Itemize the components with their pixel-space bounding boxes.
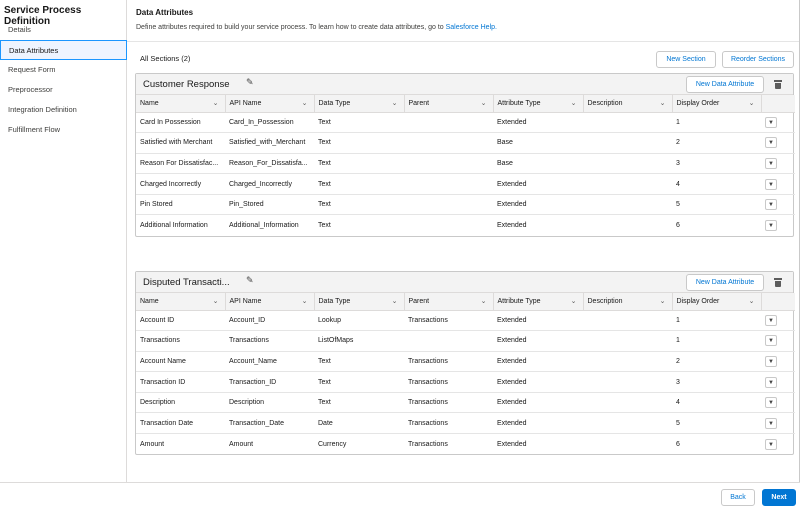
cell-name: Additional Information xyxy=(140,222,208,230)
column-label: Data Type xyxy=(318,99,351,107)
column-label: Display Order xyxy=(676,99,720,107)
chevron-down-icon[interactable]: ⌄ xyxy=(301,100,308,107)
column-header-data-type[interactable] xyxy=(314,95,404,112)
cell-actions xyxy=(761,215,795,236)
cell-parent: Transactions xyxy=(404,310,493,331)
row-actions-icon[interactable]: ▼ xyxy=(765,117,777,128)
salesforce-help-link[interactable]: Salesforce Help. xyxy=(445,24,497,31)
cell-api-name: Account_Name xyxy=(225,351,314,372)
table-header-row xyxy=(136,95,795,112)
cell-parent: Transactions xyxy=(404,392,493,413)
chevron-down-icon[interactable]: ⌄ xyxy=(301,298,308,305)
column-header-description[interactable] xyxy=(583,293,672,310)
cell-attribute-type: Extended xyxy=(493,413,583,434)
cell-parent: Transactions xyxy=(404,372,493,393)
cell-data-type: Text xyxy=(314,194,404,215)
all-sections-count: All Sections (2) xyxy=(140,54,191,63)
cell-display-order: 5 xyxy=(672,413,761,434)
cell-api-name: Additional_Information xyxy=(229,222,299,230)
cell-data-type: Currency xyxy=(318,440,347,448)
row-actions-icon[interactable]: ▼ xyxy=(765,418,777,429)
cell-description xyxy=(583,153,672,174)
table-row xyxy=(136,112,795,133)
row-actions-icon[interactable]: ▼ xyxy=(765,335,777,346)
cell-parent: Transactions xyxy=(404,351,493,372)
column-header-actions xyxy=(761,95,795,112)
cell-attribute-type: Extended xyxy=(493,351,583,372)
new-data-attribute-button[interactable]: New Data Attribute xyxy=(686,274,764,291)
column-header-parent[interactable] xyxy=(404,293,493,310)
cell-display-order: 1 xyxy=(672,310,761,331)
page-title: Data Attributes xyxy=(136,8,194,17)
table-row xyxy=(136,434,795,455)
cell-display-order: 2 xyxy=(672,351,761,372)
column-label: Attribute Type xyxy=(497,99,541,107)
cell-attribute-type: Extended xyxy=(493,112,583,133)
cell-parent xyxy=(404,174,493,195)
cell-api-name: Satisfied_with_Merchant xyxy=(225,133,314,154)
row-actions-icon[interactable]: ▼ xyxy=(765,377,777,388)
sidebar-item-fulfillment-flow[interactable]: Fulfillment Flow xyxy=(8,125,61,134)
cell-data-type: Text xyxy=(314,133,404,154)
column-label: Parent xyxy=(408,297,430,305)
cell-parent xyxy=(404,153,493,174)
row-actions-icon[interactable]: ▼ xyxy=(765,137,777,148)
cell-attribute-type: Extended xyxy=(493,392,583,413)
chevron-down-icon[interactable]: ⌄ xyxy=(212,298,219,305)
column-header-api-name[interactable] xyxy=(225,95,314,112)
sidebar-item-integration-definition[interactable]: Integration Definition xyxy=(8,105,77,114)
cell-actions xyxy=(761,413,795,434)
cell-name: Satisfied with Merchant xyxy=(136,133,225,154)
cell-name: Transaction ID xyxy=(136,372,225,393)
column-label: Display Order xyxy=(676,297,720,305)
cell-actions xyxy=(761,434,795,455)
section-disputed-transactions xyxy=(135,271,794,455)
cell-name: Account ID xyxy=(136,310,225,331)
chevron-down-icon[interactable]: ⌄ xyxy=(212,100,219,107)
cell-parent: Transactions xyxy=(404,413,493,434)
cell-display-order: 6 xyxy=(676,440,680,448)
column-header-attribute-type[interactable] xyxy=(493,95,583,112)
cell-description xyxy=(583,331,672,352)
cell-api-name: Charged_Incorrectly xyxy=(225,174,314,195)
cell-attribute-type: Extended xyxy=(493,310,583,331)
cell-attribute-type: Extended xyxy=(493,174,583,195)
cell-description xyxy=(583,133,672,154)
chevron-down-icon[interactable]: ⌄ xyxy=(659,100,666,107)
cell-api-name: Description xyxy=(225,392,314,413)
sidebar-item-request-form[interactable]: Request Form xyxy=(8,65,56,74)
cell-api-name: Transaction_ID xyxy=(225,372,314,393)
page-description xyxy=(136,24,497,31)
cell-name: Charged Incorrectly xyxy=(136,174,225,195)
cell-parent xyxy=(404,133,493,154)
cell-attribute-type: Extended xyxy=(493,194,583,215)
column-label: Name xyxy=(140,99,159,107)
cell-data-type: Text xyxy=(314,174,404,195)
new-data-attribute-button[interactable]: New Data Attribute xyxy=(686,76,764,93)
column-label: Description xyxy=(587,297,623,305)
cell-description xyxy=(583,112,672,133)
cell-data-type: Text xyxy=(314,112,404,133)
cell-actions xyxy=(761,392,795,413)
cell-api-name: Pin_Stored xyxy=(225,194,314,215)
chevron-down-icon[interactable]: ⌄ xyxy=(391,298,398,305)
column-label: API Name xyxy=(229,297,262,305)
table-row xyxy=(136,331,795,352)
sidebar xyxy=(0,0,127,482)
row-actions-icon[interactable]: ▼ xyxy=(765,315,777,326)
pencil-icon[interactable]: ✎ xyxy=(246,77,254,87)
row-actions-icon[interactable]: ▼ xyxy=(765,397,777,408)
cell-description xyxy=(583,392,672,413)
pencil-icon[interactable]: ✎ xyxy=(246,275,254,285)
reorder-sections-button[interactable]: Reorder Sections xyxy=(722,51,794,68)
cell-api-name: Transaction_Date xyxy=(225,413,314,434)
cell-data-type: Date xyxy=(314,413,404,434)
cell-description xyxy=(583,372,672,393)
sidebar-title: Service Process Definition xyxy=(4,5,82,27)
table-row xyxy=(136,413,795,434)
main-content xyxy=(127,0,799,482)
column-label: Name xyxy=(140,297,159,305)
cell-attribute-type: Base xyxy=(493,153,583,174)
column-header-display-order[interactable] xyxy=(672,293,761,310)
table-row xyxy=(136,351,795,372)
cell-display-order: 3 xyxy=(672,372,761,393)
table-row xyxy=(136,310,795,331)
cell-description xyxy=(583,434,672,455)
section-header xyxy=(136,74,793,95)
cell-parent xyxy=(404,331,493,352)
footer-bar xyxy=(0,482,800,509)
column-header-data-type[interactable] xyxy=(314,293,404,310)
cell-actions xyxy=(761,194,795,215)
column-header-actions xyxy=(761,293,795,310)
cell-parent: Transactions xyxy=(408,440,448,448)
cell-name: Reason For Dissatisfac... xyxy=(136,153,225,174)
chevron-down-icon[interactable]: ⌄ xyxy=(480,298,487,305)
cell-actions xyxy=(761,372,795,393)
table-row xyxy=(136,133,795,154)
cell-display-order: 4 xyxy=(672,174,761,195)
cell-data-type: Text xyxy=(314,392,404,413)
cell-display-order: 5 xyxy=(672,194,761,215)
cell-name: Amount xyxy=(140,440,165,448)
cell-display-order: 1 xyxy=(672,331,761,352)
cell-name: Description xyxy=(136,392,225,413)
cell-data-type: Text xyxy=(318,222,331,230)
row-actions-icon[interactable]: ▼ xyxy=(765,220,777,231)
sidebar-item-data-attributes[interactable]: Data Attributes xyxy=(0,40,127,60)
table-row xyxy=(136,215,795,236)
cell-description xyxy=(583,310,672,331)
cell-actions xyxy=(761,153,795,174)
trash-icon[interactable] xyxy=(774,80,782,89)
cell-api-name: Reason_For_Dissatisfa... xyxy=(225,153,314,174)
sidebar-item-preprocessor[interactable]: Preprocessor xyxy=(8,85,53,94)
cell-description xyxy=(583,174,672,195)
cell-display-order: 6 xyxy=(676,222,680,230)
cell-attribute-type: Extended xyxy=(497,440,527,448)
row-actions-icon[interactable]: ▼ xyxy=(765,356,777,367)
trash-icon[interactable] xyxy=(774,278,782,287)
cell-actions xyxy=(761,310,795,331)
cell-parent xyxy=(404,112,493,133)
cell-parent xyxy=(404,215,493,236)
cell-name: Transactions xyxy=(136,331,225,352)
table-header-row xyxy=(136,293,795,310)
column-header-parent[interactable] xyxy=(404,95,493,112)
row-actions-icon[interactable]: ▼ xyxy=(765,158,777,169)
cell-parent xyxy=(404,194,493,215)
column-header-name[interactable] xyxy=(136,95,225,112)
cell-api-name: Transactions xyxy=(225,331,314,352)
cell-actions xyxy=(761,174,795,195)
new-section-button[interactable]: New Section xyxy=(656,51,716,68)
table-row xyxy=(136,194,795,215)
cell-attribute-type: Extended xyxy=(493,331,583,352)
cell-actions xyxy=(761,351,795,372)
section-customer-response xyxy=(135,73,794,237)
column-header-description[interactable] xyxy=(583,95,672,112)
cell-actions xyxy=(761,112,795,133)
sidebar-item-details[interactable]: Details xyxy=(8,25,31,34)
next-button[interactable]: Next xyxy=(762,489,796,506)
cell-data-type: Text xyxy=(314,372,404,393)
cell-description xyxy=(583,194,672,215)
cell-data-type: Lookup xyxy=(314,310,404,331)
chevron-down-icon[interactable]: ⌄ xyxy=(480,100,487,107)
cell-display-order: 1 xyxy=(672,112,761,133)
cell-data-type: ListOfMaps xyxy=(314,331,404,352)
attributes-table xyxy=(136,293,795,454)
cell-attribute-type: Extended xyxy=(493,372,583,393)
cell-data-type: Text xyxy=(314,351,404,372)
cell-actions xyxy=(761,133,795,154)
cell-attribute-type: Base xyxy=(493,133,583,154)
chevron-down-icon[interactable]: ⌄ xyxy=(570,100,577,107)
section-header xyxy=(136,272,793,293)
column-header-attribute-type[interactable] xyxy=(493,293,583,310)
chevron-down-icon[interactable]: ⌄ xyxy=(748,100,755,107)
cell-attribute-type: Extended xyxy=(497,222,527,230)
divider xyxy=(127,41,799,42)
cell-name: Pin Stored xyxy=(136,194,225,215)
column-label: Attribute Type xyxy=(497,297,541,305)
chevron-down-icon[interactable]: ⌄ xyxy=(659,298,666,305)
table-row xyxy=(136,372,795,393)
row-actions-icon[interactable]: ▼ xyxy=(765,179,777,190)
attributes-table xyxy=(136,95,795,236)
cell-name: Transaction Date xyxy=(136,413,225,434)
chevron-down-icon[interactable]: ⌄ xyxy=(570,298,577,305)
cell-name: Account Name xyxy=(136,351,225,372)
section-title: Customer Response xyxy=(143,79,230,90)
column-label: Data Type xyxy=(318,297,351,305)
cell-display-order: 4 xyxy=(672,392,761,413)
cell-api-name: Card_In_Possession xyxy=(225,112,314,133)
section-title: Disputed Transacti... xyxy=(143,277,230,288)
column-header-api-name[interactable] xyxy=(225,293,314,310)
column-label: API Name xyxy=(229,99,262,107)
cell-actions xyxy=(761,331,795,352)
cell-api-name: Amount xyxy=(229,440,254,448)
table-row xyxy=(136,153,795,174)
table-row xyxy=(136,174,795,195)
cell-name: Card In Possession xyxy=(136,112,225,133)
cell-description xyxy=(583,413,672,434)
table-row xyxy=(136,392,795,413)
column-header-display-order[interactable] xyxy=(672,95,761,112)
column-header-name[interactable] xyxy=(136,293,225,310)
cell-api-name: Account_ID xyxy=(225,310,314,331)
cell-data-type: Text xyxy=(314,153,404,174)
cell-description xyxy=(583,215,672,236)
chevron-down-icon[interactable]: ⌄ xyxy=(748,298,755,305)
back-button[interactable]: Back xyxy=(721,489,755,506)
column-label: Description xyxy=(587,99,623,107)
description-text: Define attributes required to build your service process. To learn how to create data attributes, go to xyxy=(136,24,444,31)
cell-description xyxy=(583,351,672,372)
column-label: Parent xyxy=(408,99,430,107)
row-actions-icon[interactable]: ▼ xyxy=(765,439,777,450)
chevron-down-icon[interactable]: ⌄ xyxy=(391,100,398,107)
cell-display-order: 2 xyxy=(672,133,761,154)
row-actions-icon[interactable]: ▼ xyxy=(765,199,777,210)
cell-display-order: 3 xyxy=(672,153,761,174)
